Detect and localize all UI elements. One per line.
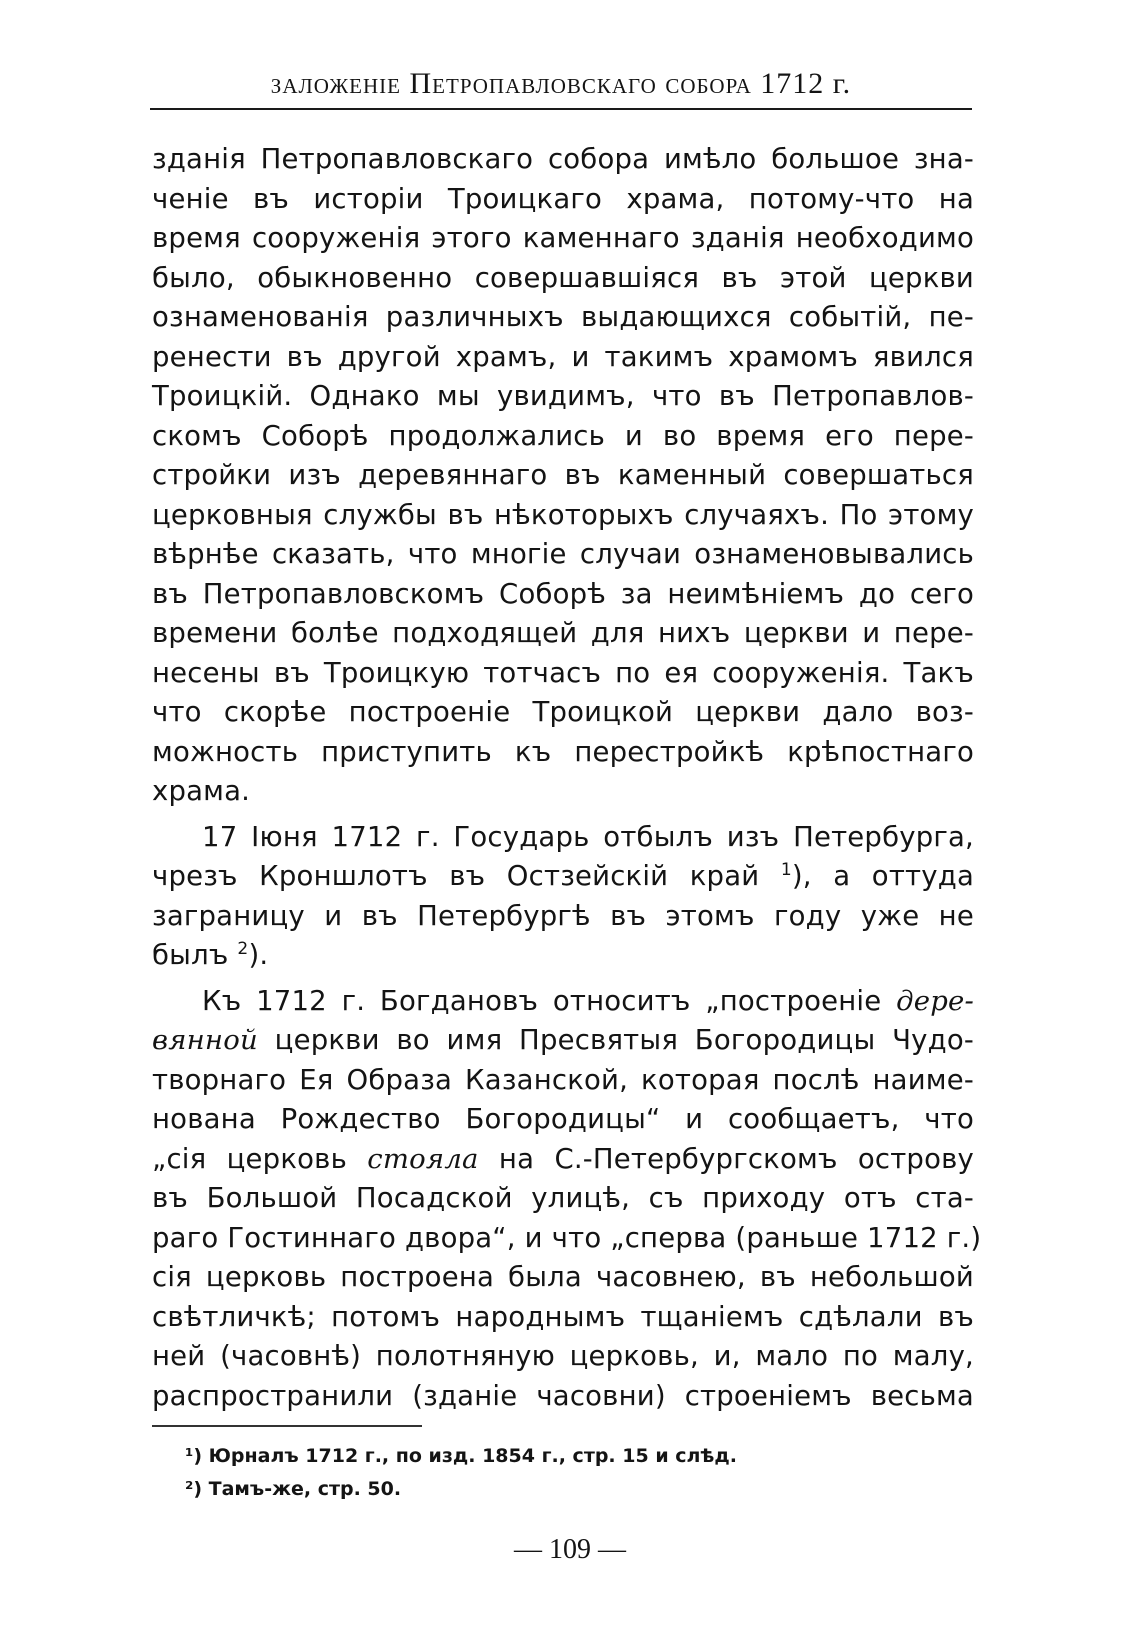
footnote-ref-2: 2 [237, 939, 249, 959]
text-line: времени болѣе подходящей для нихъ церкви и пере- [152, 617, 974, 649]
text-line: нована Рождество Богородицы“ и сообщаетъ, что [152, 1103, 974, 1135]
body-text [152, 140, 982, 1416]
text-line [152, 1140, 974, 1180]
text-line: стройки изъ деревяннаго въ каменный совершаться [152, 459, 974, 491]
text-line: время сооруженія этого каменнаго зданія необходимо [152, 222, 974, 254]
text-line: 17 Іюня 1712 г. Государь отбылъ изъ Петербурга, [202, 820, 974, 853]
text-line: скомъ Соборѣ продолжались и во время его пере- [152, 419, 974, 452]
paragraph-2 [152, 818, 974, 976]
text-line: сія церковь построена была часовнею, въ небольшой [152, 1261, 974, 1293]
italic-run: вянной [152, 1024, 258, 1056]
text-run: чрезъ Кроншлотъ въ Остзейскій край [152, 860, 781, 892]
text-line [152, 1021, 974, 1061]
header-word-3: собора [665, 67, 752, 100]
text-line: въ Петропавловскомъ Соборѣ за неимѣніемъ до сего [152, 577, 974, 610]
footnote-1: ¹) Юрналъ 1712 г., по изд. 1854 г., стр. 15 и слѣд. [185, 1445, 737, 1467]
text-line: творнаго Ея Образа Казанской, которая послѣ наиме- [152, 1063, 974, 1096]
footnote-ref-1: 1 [780, 860, 792, 880]
text-run: церкви во имя Пресвятыя Богородицы Чудо- [257, 1024, 974, 1056]
text-line: ченіе въ исторіи Троицкаго храма, потому-что на [152, 182, 974, 215]
header-rule [150, 108, 972, 110]
text-line: несены въ Троицкую тотчасъ по ея сооруженія. Такъ [152, 656, 974, 689]
italic-run: стояла [367, 1142, 479, 1175]
text-line: Троицкій. Однако мы увидимъ, что въ Петропавлов- [152, 380, 974, 412]
text-run: Къ 1712 г. Богдановъ относитъ „построеніе [202, 984, 897, 1017]
text-run: ). [248, 939, 269, 971]
text-run: ), а оттуда [791, 860, 974, 892]
paragraph-1 [152, 140, 974, 812]
text-line: ренести въ другой храмъ, и такимъ храмомъ явился [152, 340, 974, 373]
header-word-1: заложеніе [270, 67, 401, 100]
header-word-2: Петропавловскаго [409, 67, 657, 100]
running-header [150, 64, 972, 104]
footnote-2: ²) Тамъ-же, стр. 50. [185, 1478, 402, 1500]
paragraph-3 [152, 982, 982, 1417]
text-line: что скорѣе построеніе Троицкой церкви дало воз- [152, 696, 974, 728]
text-line [152, 857, 974, 897]
text-run: былъ [152, 939, 238, 971]
text-line: церковныя службы въ нѣкоторыхъ случаяхъ. По этому [152, 498, 974, 531]
page-number: — 109 — [514, 1534, 626, 1565]
header-year: 1712 г. [760, 67, 852, 100]
text-run: „сія церковь [152, 1142, 368, 1175]
footnotes [185, 1440, 945, 1506]
text-line: распространили (зданіе часовни) строеніемъ весьма [152, 1379, 974, 1412]
text-line: было, обыкновенно совершавшіяся въ этой церкви [152, 261, 974, 294]
text-line: въ Большой Посадской улицѣ, съ приходу отъ ста- [152, 1182, 974, 1214]
text-line: свѣтличкѣ; потомъ народнымъ тщаніемъ сдѣлали въ [152, 1300, 974, 1333]
text-line [152, 982, 974, 1022]
text-line: ознаменованія различныхъ выдающихся событій, пе- [152, 301, 974, 333]
text-line: раго Гостиннаго двора“, и что „сперва (раньше 1712 г.) [152, 1221, 982, 1254]
text-run: на С.-Петербургскомъ острову [478, 1142, 974, 1175]
text-line: зданія Петропавловскаго собора имѣло большое зна- [152, 143, 974, 175]
text-line: ней (часовнѣ) полотняную церковь, и, мало по малу, [152, 1340, 974, 1372]
text-line: заграницу и въ Петербургѣ въ этомъ году уже не [152, 899, 974, 932]
text-line [152, 936, 974, 976]
text-line: можность приступить къ перестройкѣ крѣпостнаго [152, 735, 974, 768]
text-line: вѣрнѣе сказать, что многіе случаи ознаменовывались [152, 538, 974, 570]
italic-run: дере- [896, 984, 974, 1017]
footnote-rule [152, 1425, 422, 1427]
text-line: храма. [152, 775, 251, 807]
